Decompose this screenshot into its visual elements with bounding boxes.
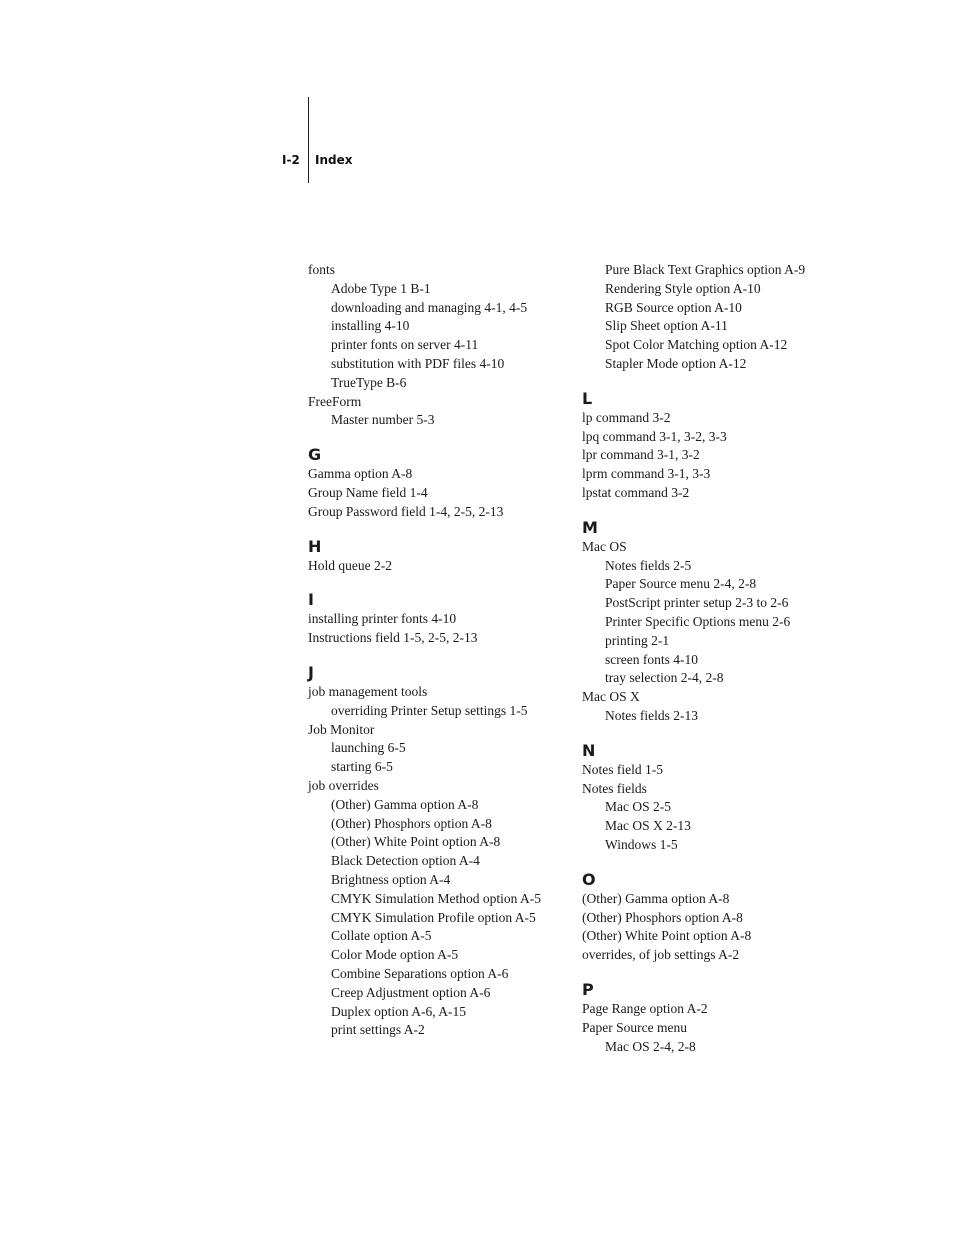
index-column-left <box>308 261 570 1040</box>
index-entry: Group Password field 1-4, 2-5, 2-13 <box>308 503 504 519</box>
index-letter-heading: L <box>582 388 593 408</box>
index-subentry: Combine Separations option A-6 <box>331 965 509 981</box>
index-letter-heading: G <box>308 445 322 465</box>
index-subentry: Collate option A-5 <box>331 928 432 944</box>
index-entry: installing printer fonts 4-10 <box>308 611 457 627</box>
index-letter-heading: H <box>308 536 322 556</box>
index-entry: Mac OS X <box>582 689 640 705</box>
index-entry: lprm command 3-1, 3-3 <box>582 466 711 482</box>
index-subentry: Stapler Mode option A-12 <box>605 355 747 371</box>
index-entry: lpstat command 3-2 <box>582 484 690 500</box>
index-subentry: (Other) Phosphors option A-8 <box>331 815 492 831</box>
index-entry: Notes field 1-5 <box>582 761 663 777</box>
index-subentry: substitution with PDF files 4-10 <box>331 355 505 371</box>
section-title: Index <box>315 153 353 167</box>
index-entry: Page Range option A-2 <box>582 1000 708 1016</box>
index-subentry: Creep Adjustment option A-6 <box>331 984 491 1000</box>
index-subentry: Notes fields 2-5 <box>605 557 692 573</box>
index-subentry: starting 6-5 <box>331 759 393 775</box>
index-subentry: Mac OS 2-4, 2-8 <box>605 1038 696 1054</box>
index-entry: FreeForm <box>308 393 362 409</box>
index-subentry: launching 6-5 <box>331 740 406 756</box>
index-subentry: Paper Source menu 2-4, 2-8 <box>605 576 757 592</box>
index-subentry: Spot Color Matching option A-12 <box>605 337 788 353</box>
index-letter-heading: O <box>582 869 596 889</box>
index-entry: overrides, of job settings A-2 <box>582 947 740 963</box>
index-subentry: downloading and managing 4-1, 4-5 <box>331 299 528 315</box>
index-entry: (Other) Phosphors option A-8 <box>582 909 743 925</box>
index-subentry: CMYK Simulation Profile option A-5 <box>331 909 536 925</box>
index-subentry: Mac OS 2-5 <box>605 799 671 815</box>
index-subentry: CMYK Simulation Method option A-5 <box>331 890 542 906</box>
index-subentry: RGB Source option A-10 <box>605 299 742 315</box>
index-subentry: Rendering Style option A-10 <box>605 280 761 296</box>
index-subentry: Mac OS X 2-13 <box>605 818 691 834</box>
page-number: I-2 <box>282 153 300 167</box>
index-subentry: overriding Printer Setup settings 1-5 <box>331 702 528 718</box>
index-entry: Hold queue 2-2 <box>308 557 392 573</box>
header-divider <box>308 97 309 183</box>
index-entry: (Other) White Point option A-8 <box>582 928 752 944</box>
index-entry: Group Name field 1-4 <box>308 484 428 500</box>
index-subentry: Slip Sheet option A-11 <box>605 318 728 334</box>
index-subentry: (Other) Gamma option A-8 <box>331 796 479 812</box>
index-subentry: installing 4-10 <box>331 318 410 334</box>
index-subentry: Adobe Type 1 B-1 <box>331 280 431 296</box>
index-subentry: screen fonts 4-10 <box>605 651 698 667</box>
index-entry: Paper Source menu <box>582 1019 687 1035</box>
index-subentry: printing 2-1 <box>605 632 670 648</box>
index-letter-heading: M <box>582 517 598 537</box>
index-letter-heading: J <box>308 662 314 682</box>
index-subentry: PostScript printer setup 2-3 to 2-6 <box>605 595 789 611</box>
index-subentry: Black Detection option A-4 <box>331 853 480 869</box>
index-entry: job management tools <box>308 683 428 699</box>
index-subentry: Printer Specific Options menu 2-6 <box>605 613 791 629</box>
index-subentry: Duplex option A-6, A-15 <box>331 1003 466 1019</box>
index-subentry: print settings A-2 <box>331 1022 425 1038</box>
index-subentry: Brightness option A-4 <box>331 871 451 887</box>
index-entry: job overrides <box>308 777 379 793</box>
index-subentry: Windows 1-5 <box>605 836 678 852</box>
index-entry: lpq command 3-1, 3-2, 3-3 <box>582 428 727 444</box>
index-subentry: tray selection 2-4, 2-8 <box>605 670 724 686</box>
index-entry: Instructions field 1-5, 2-5, 2-13 <box>308 630 478 646</box>
index-entry: Mac OS <box>582 538 627 554</box>
index-subentry: (Other) White Point option A-8 <box>331 834 501 850</box>
index-entry: (Other) Gamma option A-8 <box>582 890 730 906</box>
index-letter-heading: N <box>582 740 596 760</box>
index-subentry: Color Mode option A-5 <box>331 947 459 963</box>
index-subentry: Pure Black Text Graphics option A-9 <box>605 262 806 277</box>
index-subentry: TrueType B-6 <box>331 374 407 390</box>
index-entry: Gamma option A-8 <box>308 466 413 482</box>
index-entry: lpr command 3-1, 3-2 <box>582 447 700 463</box>
index-subentry: printer fonts on server 4-11 <box>331 337 479 353</box>
index-letter-heading: P <box>582 979 594 999</box>
index-letter-heading: I <box>308 590 314 610</box>
index-subentry: Notes fields 2-13 <box>605 707 698 723</box>
index-subentry: Master number 5-3 <box>331 412 435 428</box>
index-column-right <box>582 261 852 1056</box>
index-entry: lp command 3-2 <box>582 409 671 425</box>
index-entry: Notes fields <box>582 780 647 796</box>
index-entry: Job Monitor <box>308 721 375 737</box>
index-entry: fonts <box>308 262 335 277</box>
